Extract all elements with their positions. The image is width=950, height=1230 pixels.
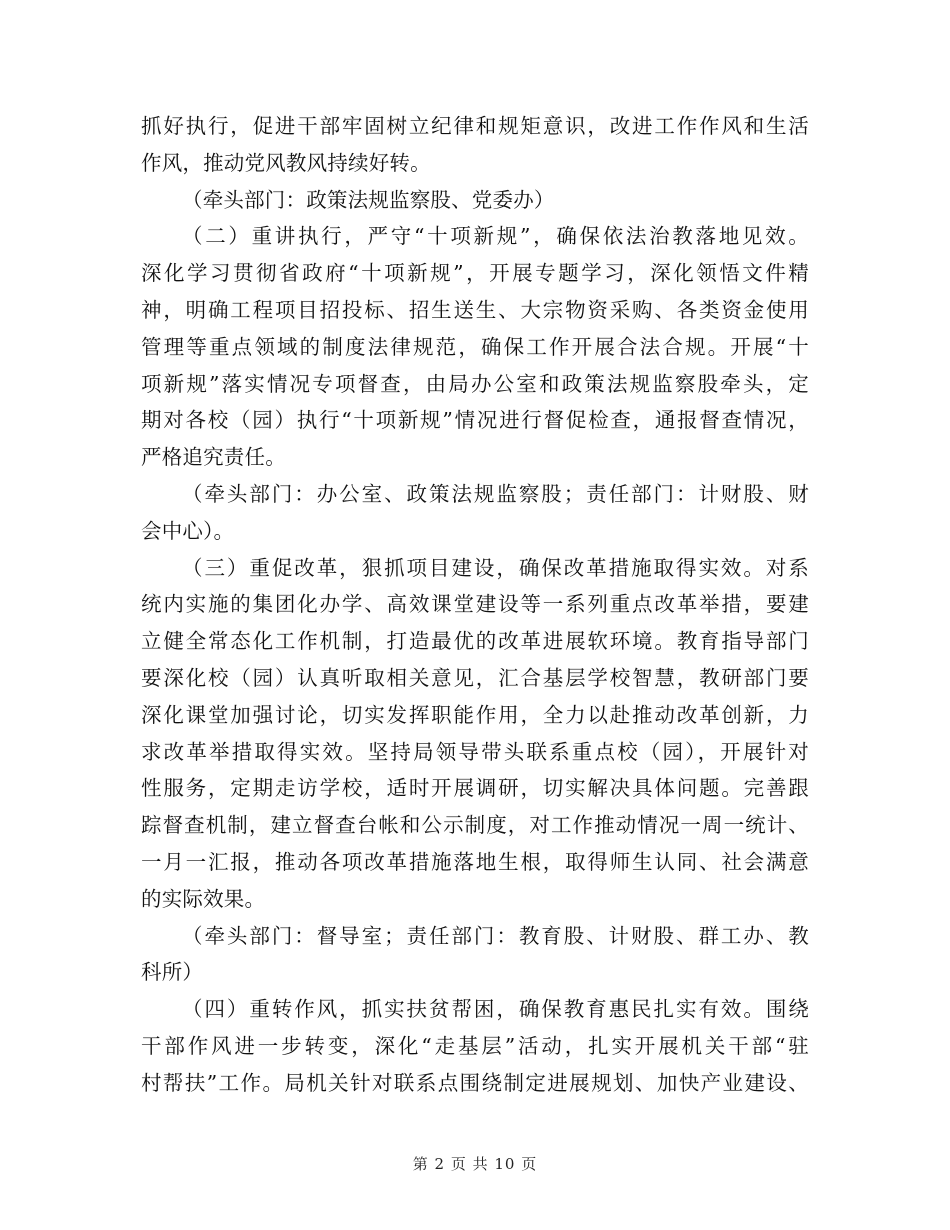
- text-line: （四）重转作风，抓实扶贫帮困，确保教育惠民扎实有效。围绕: [182, 997, 809, 1022]
- text-line: （牵头部门：政策法规监察股、党委办）: [182, 187, 555, 212]
- page-footer: 第 2 页 共 10 页: [412, 1155, 538, 1173]
- text-line: 神，明确工程项目招投标、招生送生、大宗物资采购、各类资金使用: [141, 297, 809, 322]
- text-line: 管理等重点领域的制度法律规范，确保工作开展合法合规。开展“十: [141, 334, 809, 359]
- text-line: （三）重促改革，狠抓项目建设，确保改革措施取得实效。对系: [182, 555, 809, 580]
- text-line: 深化课堂加强讨论，切实发挥职能作用，全力以赴推动改革创新，力: [141, 702, 809, 727]
- text-line: 要深化校（园）认真听取相关意见，汇合基层学校智慧，教研部门要: [141, 665, 809, 690]
- text-line: 立健全常态化工作机制，打造最优的改革进展软环境。教育指导部门: [141, 629, 809, 654]
- text-line: （牵头部门：督导室；责任部门：教育股、计财股、群工办、教: [182, 923, 809, 948]
- text-line: 性服务，定期走访学校，适时开展调研，切实解决具体问题。完善跟: [141, 776, 809, 801]
- text-line: 统内实施的集团化办学、高效课堂建设等一系列重点改革举措，要建: [141, 592, 809, 617]
- text-line: 干部作风进一步转变，深化“走基层”活动，扎实开展机关干部“驻: [141, 1033, 809, 1058]
- text-line: 会中心）。: [141, 518, 235, 543]
- text-line: 深化学习贯彻省政府“十项新规”，开展专题学习，深化领悟文件精: [141, 261, 809, 286]
- text-line: 作风，推动党风教风持续好转。: [141, 150, 431, 175]
- text-line: 项新规”落实情况专项督查，由局办公室和政策法规监察股牵头，定: [141, 371, 809, 396]
- text-line: 期对各校（园）执行“十项新规”情况进行督促检查，通报督查情况，: [141, 408, 809, 433]
- text-line: 踪督查机制，建立督查台帐和公示制度，对工作推动情况一周一统计、: [141, 813, 809, 838]
- text-line: 的实际效果。: [141, 886, 266, 911]
- text-line: 村帮扶”工作。局机关针对联系点围绕制定进展规划、加快产业建设、: [141, 1070, 809, 1095]
- text-line: 一月一汇报，推动各项改革措施落地生根，取得师生认同、社会满意: [141, 849, 809, 874]
- document-body: [141, 108, 809, 1102]
- text-line: 求改革举措取得实效。坚持局领导带头联系重点校（园），开展针对: [141, 739, 809, 764]
- text-line: 抓好执行，促进干部牢固树立纪律和规矩意识，改进工作作风和生活: [141, 114, 809, 138]
- text-line: 严格追究责任。: [141, 445, 286, 470]
- text-line: （牵头部门：办公室、政策法规监察股；责任部门：计财股、财: [182, 481, 809, 506]
- text-line: （二）重讲执行，严守“十项新规”，确保依法治教落地见效。: [182, 224, 809, 249]
- text-line: 科所）: [141, 960, 204, 985]
